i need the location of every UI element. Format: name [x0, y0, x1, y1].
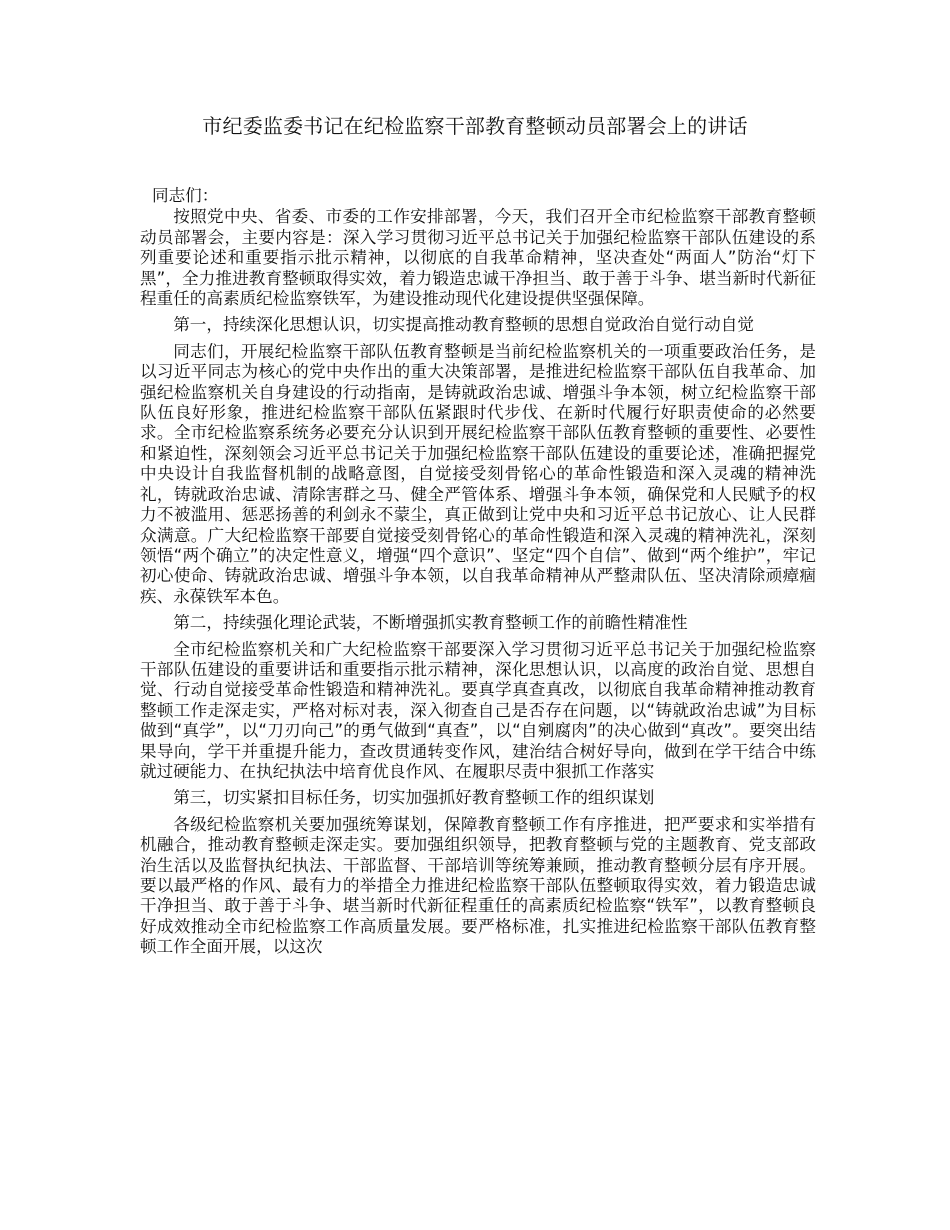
section-heading-3: 第三，切实紧扣目标任务，切实加强抓好教育整顿工作的组织谋划	[173, 788, 655, 808]
salutation: 同志们：	[152, 186, 219, 205]
paragraph-section-3: 各级纪检监察机关要加强统筹谋划，保障教育整顿工作有序推进，把严要求和实举措有机融合，推动教育整顿走深走实。要加强组织领导，把教育整顿与党的主题教育、党支部政治生活以及监督执纪执法、干部监督、干部培训等统筹兼顾，推动教育整顿分层有序开展。要以最严格的作风、最有力的举措全力推进纪检监察干部队伍整顿取得实效，着力锻造忠诚干净担当、敢于善于斗争、堪当新时代新征程重任的高素质纪检监察“铁军”，以教育整顿良好成效推动全市纪检监察工作高质量发展。要严格标准，扎实推进纪检监察干部队伍教育整顿工作全面开展，以这次	[140, 814, 816, 957]
paragraph-section-2: 全市纪检监察机关和广大纪检监察干部要深入学习贯彻习近平总书记关于加强纪检监察干部队伍建设的重要讲话和重要指示批示精神，深化思想认识，以高度的政治自觉、思想自觉、行动自觉接受革命性锻造和精神洗礼。要真学真查真改，以彻底自我革命精神推动教育整顿工作走深走实，严格对标对表，深入彻查自己是否存在问题，以“铸就政治忠诚”为目标做到“真学”，以“刀刃向己”的勇气做到“真查”，以“自剜腐肉”的决心做到“真改”。要突出结果导向，学干并重提升能力，查改贯通转变作风，建治结合树好导向，做到在学干结合中练就过硬能力、在执纪执法中培育优良作风、在履职尽责中狠抓工作落实	[140, 639, 816, 781]
document-title: 市纪委监委书记在纪检监察干部教育整顿动员部署会上的讲话	[202, 114, 748, 138]
paragraph-section-1: 同志们，开展纪检监察干部队伍教育整顿是当前纪检监察机关的一项重要政治任务，是以习近平同志为核心的党中央作出的重大决策部署，是推进纪检监察干部队伍自我革命、加强纪检监察机关自身建设的行动指南，是铸就政治忠诚、增强斗争本领，树立纪检监察干部队伍良好形象，推进纪检监察干部队伍紧跟时代步伐、在新时代履行好职责使命的必然要求。全市纪检监察系统务必要充分认识到开展纪检监察干部队伍教育整顿的重要性、必要性和紧迫性，深刻领会习近平总书记关于加强纪检监察干部队伍建设的重要论述，准确把握党中央设计自我监督机制的战略意图，自觉接受刻骨铭心的革命性锻造和深入灵魂的精神洗礼，铸就政治忠诚、清除害群之马、健全严管体系、增强斗争本领，确保党和人民赋予的权力不被滥用、惩恶扬善的利剑永不蒙尘，真正做到让党中央和习近平总书记放心、让人民群众满意。广大纪检监察干部要自觉接受刻骨铭心的革命性锻造和深入灵魂的精神洗礼，深刻领悟“两个确立”的决定性意义，增强“四个意识”、坚定“四个自信”、做到“两个维护”，牢记初心使命、铸就政治忠诚、增强斗争本领，以自我革命精神从严整肃队伍、坚决清除顽瘴痼疾、永葆铁军本色。	[140, 341, 816, 606]
paragraph-intro: 按照党中央、省委、市委的工作安排部署，今天，我们召开全市纪检监察干部教育整顿动员部署会，主要内容是：深入学习贯彻习近平总书记关于加强纪检监察干部队伍建设的系列重要论述和重要指示批示精神，以彻底的自我革命精神，坚决查处“两面人”防治“灯下黑”，全力推进教育整顿取得实效，着力锻造忠诚干净担当、敢于善于斗争、堪当新时代新征程重任的高素质纪检监察铁军，为建设推动现代化建设提供坚强保障。	[140, 207, 816, 309]
section-heading-1: 第一，持续深化思想认识，切实提高推动教育整顿的思想自觉政治自觉行动自觉	[173, 315, 754, 335]
document-body	[140, 186, 816, 964]
section-heading-2: 第二，持续强化理论武装，不断增强抓实教育整顿工作的前瞻性精准性	[173, 613, 688, 633]
